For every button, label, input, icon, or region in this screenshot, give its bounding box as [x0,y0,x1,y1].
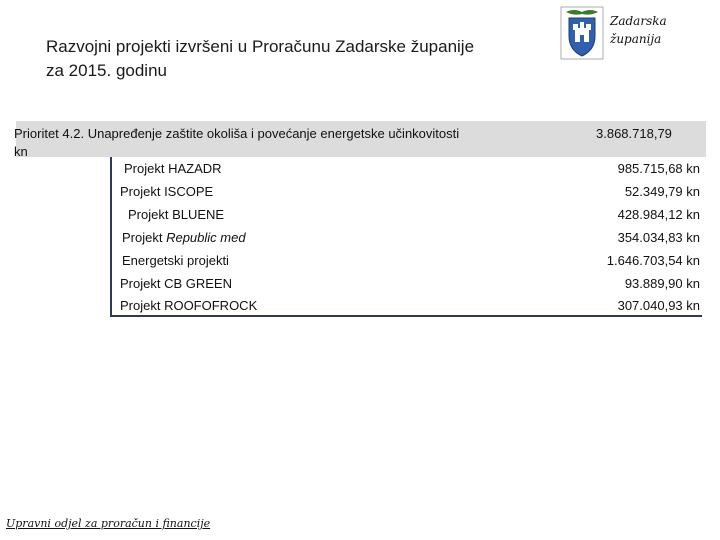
coat-of-arms-icon [560,6,604,60]
brand-line1: Zadarska [610,14,667,28]
priority-label-line1: Prioritet 4.2. Unapređenje zaštite okoliša i povećanje energetske učinkovitosti [14,126,460,141]
project-value: 1.646.703,54 kn [606,253,700,268]
priority-label-line2: kn [14,144,28,159]
project-name: Projekt CB GREEN [120,276,232,291]
project-value: 354.034,83 kn [617,230,700,245]
project-name: Projekt BLUENE [128,207,225,222]
priority-label [14,125,574,161]
table-row [112,226,702,249]
project-name: Energetski projekti [122,253,229,268]
table-row [112,294,702,317]
priority-value: 3.868.718,79 [596,126,672,141]
table-row [112,157,702,180]
project-name-italic: Republic med [166,230,246,245]
project-value: 985.715,68 kn [617,161,700,176]
table-row [112,203,702,226]
table-row [112,249,702,272]
brand-name [610,12,690,48]
project-value: 428.984,12 kn [617,207,700,222]
page-title [46,35,526,83]
project-name: Projekt ROOFOFROCK [120,298,258,313]
project-value: 307.040,93 kn [617,298,700,313]
table-row [112,180,702,203]
brand-line2: županija [610,32,662,46]
page-title-line1: Razvojni projekti izvršeni u Proračunu Zadarske županije [46,37,475,56]
project-value: 52.349,79 kn [624,184,700,199]
project-name: Projekt ISCOPE [120,184,214,199]
project-name: Projekt HAZADR [124,161,222,176]
project-name-prefix: Projekt [122,230,167,245]
footer-department: Upravni odjel za proračun i financije [6,517,211,530]
project-name [122,226,246,249]
project-value: 93.889,90 kn [624,276,700,291]
table-row [112,272,702,295]
projects-table [110,157,702,317]
page-title-line2: za 2015. godinu [46,61,167,80]
